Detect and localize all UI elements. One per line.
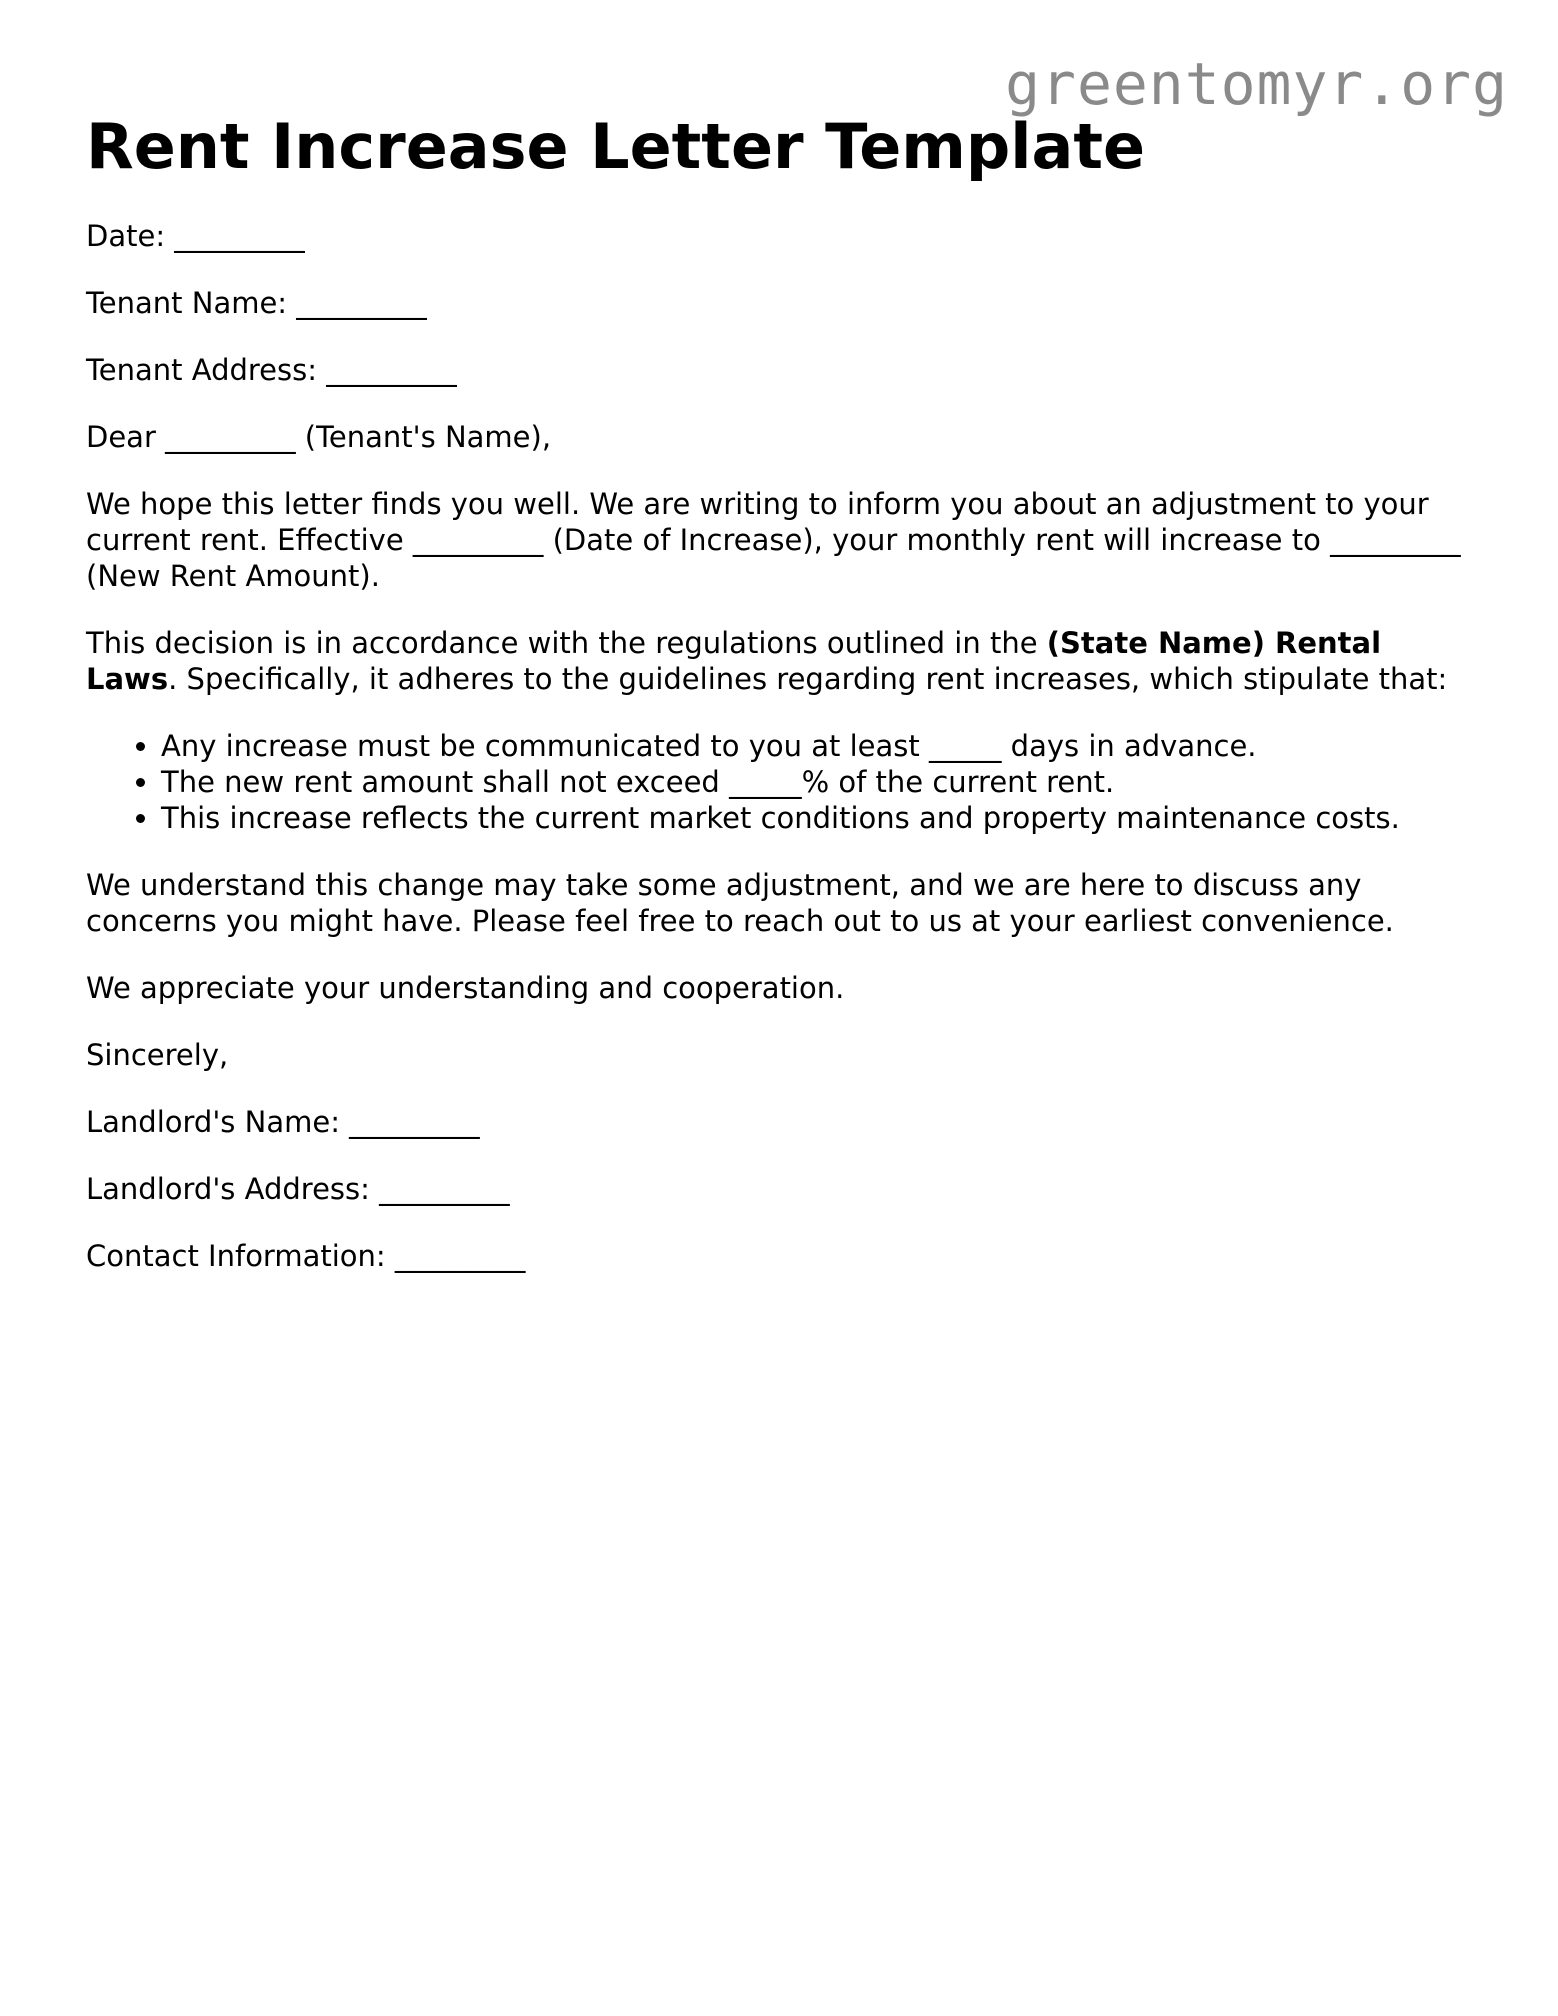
closing: Sincerely, [86,1038,229,1072]
list-item: • The new rent amount shall not exceed _____% of the current rent. [161,764,1476,800]
list-item: • This increase reflects the current market conditions and property maintenance costs. [161,800,1476,836]
landlord-address-field: Landlord's Address: _________ [86,1172,510,1206]
landlord-name-field: Landlord's Name: _________ [86,1105,480,1139]
regulation-paragraph [86,625,1476,697]
page-title: Rent Increase Letter Template [86,110,1146,183]
tenant-address-field: Tenant Address: _________ [86,353,457,387]
watermark: greentomyr.org [1005,50,1508,118]
appreciation-paragraph: We appreciate your understanding and cooperation. [86,971,845,1005]
date-field: Date: _________ [86,219,305,253]
regulation-text-after: . Specifically, it adheres to the guidelines regarding rent increases, which stipulate that: [168,662,1448,696]
salutation: Dear _________ (Tenant's Name), [86,420,552,454]
intro-paragraph: We hope this letter finds you well. We are writing to inform you about an adjustment to your current rent. Effective _________ (Date of Increase), your monthly rent will increase to _________ (New Rent Amount). [86,487,1461,593]
state-rental-laws: (State Name) Rental Laws [86,626,1382,696]
list-item: • Any increase must be communicated to you at least _____ days in advance. [161,728,1476,764]
conditions-list [86,728,1476,836]
regulation-text-before: This decision is in accordance with the regulations outlined in the [86,626,1047,660]
concerns-paragraph: We understand this change may take some adjustment, and we are here to discuss any concerns you might have. Please feel free to reach out to us at your earliest convenience. [86,868,1394,938]
contact-info-field: Contact Information: _________ [86,1239,526,1273]
tenant-name-field: Tenant Name: _________ [86,286,427,320]
letter-document [86,108,1476,1305]
